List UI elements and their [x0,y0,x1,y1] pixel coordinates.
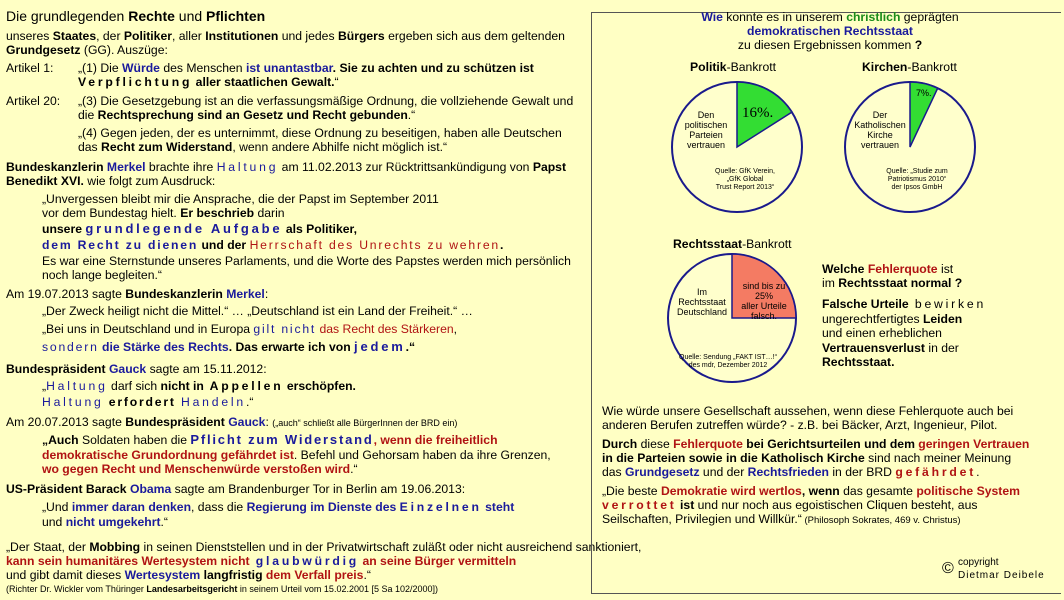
article-1-label: Artikel 1: [6,61,54,75]
article-1-line-2: Verpflichtung aller staatlichen Gewalt.“ [78,75,339,89]
fehlerquote-question-1: Welche Fehlerquote ist [822,262,954,276]
merkel-quote-1-line-2: vor dem Bundestag hielt. Er beschrieb darin [42,206,285,220]
pie-1-value-label: 16%. [742,105,774,121]
obama-quote-line-2: und nicht umgekehrt.“ [42,515,168,529]
merkel-quote-2-line-3: sondern die Stärke des Rechts. Das erwarte ich von jedem.“ [42,339,416,354]
court-quote-line-2: kann sein humanitäres Wertesystem nicht glaubwürdig an seine Bürger vermitteln [6,554,517,568]
gauck-quote-2-line-2: demokratische Grundordnung gefährdet ist. Befehl und Gehorsam haben da ihre Grenzen, [42,448,551,462]
durch-line-2: in die Parteien sowie in die Katholisch Kirche sind nach meiner Meinung [602,451,1012,465]
merkel-quote-1-line-3: unsere grundlegende Aufgabe als Politiker, [42,221,357,236]
copyright-author: Dietmar Deibele [958,570,1045,581]
pie-3-value-label: sind bis zu 25% aller Urteile falsch. [741,281,787,321]
article-20-line-4: das Recht zum Widerstand, wenn andere Abhilfe nicht möglich ist.“ [78,140,448,154]
gauck-quote-2-line-1: „Auch Soldaten haben die Pflicht zum Widerstand, wenn die freiheitlich [42,432,498,447]
merkel-quote-1-line-4: dem Recht zu dienen und der Herrschaft des Unrechts zu wehren. [42,238,504,252]
pie-3-source: Quelle: Sendung „FAKT IST…!“ des mdr, Dezember 2012 [679,354,777,369]
obama-quote-line-1: „Und immer daran denken, dass die Regierung im Dienste des Einzelnen steht [42,500,515,514]
pie-2-value-label: 7%. [916,88,932,98]
gauck-quote-1-line-1: „Haltung darf sich nicht in Appellen erschöpfen. [42,379,356,393]
copyright-label: copyright [958,557,999,568]
pie-2-rest-label: Der Katholischen Kirche vertrauen [854,110,906,150]
pie-1-rest-label: Den politischen Parteien vertrauen [684,110,728,150]
falsche-urteile-3: und einen erheblichen [822,326,942,340]
durch-line-3: das Grundgesetz und der Rechtsfrieden in der BRD gefährdet. [602,465,980,479]
durch-line-1: Durch diese Fehlerquote bei Gerichtsurteilen und dem geringen Vertrauen [602,437,1030,451]
gesellschaft-line-1: Wie würde unsere Gesellschaft aussehen, wenn diese Fehlerquote auch bei [602,404,1014,418]
merkel-quote-1-line-1: „Unvergessen bleibt mir die Ansprache, die der Papst im September 2011 [42,192,439,206]
sokrates-line-3: Seilschaften, Privilegien und Willkür.“ (Philosoph Sokrates, 469 v. Christus) [602,512,961,526]
page-title: Die grundlegenden Rechte und Pflichten [6,8,266,24]
article-20-line-2: die Rechtsprechung sind an Gesetz und Recht gebunden.“ [78,108,416,122]
gauck-quote-1-heading: Bundespräsident Gauck sagte am 15.11.2012: [6,362,267,376]
pie-1-source: Quelle: GfK Verein, „GfK Global Trust Report 2013“ [715,168,775,191]
gesellschaft-line-2: anderen Berufen zutreffen würde? - z.B. bei Bäcker, Arzt, Ingenieur, Pilot. [602,418,998,432]
court-quote-line-3: und gibt damit dieses Wertesystem langfristig dem Verfall preis.“ [6,568,371,582]
article-20-label: Artikel 20: [6,94,61,108]
article-20-line-3: „(4) Gegen jeden, der es unternimmt, diese Ordnung zu beseitigen, haben alle Deutschen [78,126,562,140]
gauck-quote-1-line-2: Haltung erfordert Handeln.“ [42,395,254,409]
merkel-quote-2-line-2: „Bei uns in Deutschland und in Europa gilt nicht das Recht des Stärkeren, [42,322,458,336]
falsche-urteile-2: ungerechtfertigtes Leiden [822,312,963,326]
pie-2-source: Quelle: „Studie zum Patriotismus 2010“ der Ipsos GmbH [886,168,948,191]
merkel-quote-2-line-1: „Der Zweck heiligt nicht die Mittel.“ … „Deutschland ist ein Land der Freiheit.“ … [42,304,473,318]
gauck-quote-2-line-3: wo gegen Recht und Menschenwürde verstoßen wird.“ [42,462,358,476]
pie-3-title: Rechtsstaat-Bankrott [673,237,792,251]
merkel-quote-1-line-5: Es war eine Sternstunde unseres Parlaments, und die Worte des Papstes werden mich persönlich [42,254,571,268]
pie-1-title: Politik-Bankrott [690,60,777,74]
falsche-urteile-5: Rechtsstaat. [822,355,895,369]
gauck-quote-2-heading: Am 20.07.2013 sagte Bundespräsident Gauck: („auch“ schließt alle BürgerInnen der BRD ein) [6,415,458,429]
intro-line-2: Grundgesetz (GG). Auszüge: [6,43,168,57]
merkel-quote-1-heading: Bundeskanzlerin Merkel brachte ihre Haltung am 11.02.2013 zur Rücktrittsankündigung von Papst [6,160,567,174]
pie-3-rest-label: Im Rechtsstaat Deutschland [676,287,728,317]
fehlerquote-question-2: im Rechtsstaat normal ? [822,276,963,290]
court-quote-line-1: „Der Staat, der Mobbing in seinen Dienststellen und in der Privatwirtschaft zuläßt oder nicht ausreichend sanktioniert, [6,540,642,554]
merkel-quote-2-heading: Am 19.07.2013 sagte Bundeskanzlerin Merkel: [6,287,269,301]
intro-line-1: unseres Staates, der Politiker, aller Institutionen und jedes Bürgers ergeben sich aus dem geltenden [6,29,565,43]
court-quote-source: (Richter Dr. Wickler vom Thüringer Landesarbeitsgericht in seinem Urteil vom 15.02.2001 [5 Sa 102/2000]) [6,584,439,594]
sokrates-line-2: verrottet ist und nur noch aus egoistischen Cliquen besteht, aus [602,498,978,512]
merkel-quote-1-heading-2: Benedikt XVI. wie folgt zum Ausdruck: [6,174,216,188]
sokrates-line-1: „Die beste Demokratie wird wertlos, wenn das gesamte politische System [602,484,1020,498]
merkel-quote-1-line-6: noch lange begleiten.“ [42,268,162,282]
article-20-line-1: „(3) Die Gesetzgebung ist an die verfassungsmäßige Ordnung, die vollziehende Gewalt und [78,94,574,108]
copyright-symbol: © [942,560,954,577]
falsche-urteile-1: Falsche Urteile bewirken [822,297,987,311]
falsche-urteile-4: Vertrauensverlust in der [822,341,959,355]
article-1-line-1: „(1) Die Würde des Menschen ist unantastbar. Sie zu achten und zu schützen ist [78,61,534,75]
obama-quote-heading: US-Präsident Barack Obama sagte am Brandenburger Tor in Berlin am 19.06.2013: [6,482,466,496]
right-question: Wie konnte es in unserem christlich geprägten demokratischen Rechtsstaat zu diesen Ergebnissen kommen ? [701,10,959,52]
pie-2-title: Kirchen-Bankrott [862,60,957,74]
